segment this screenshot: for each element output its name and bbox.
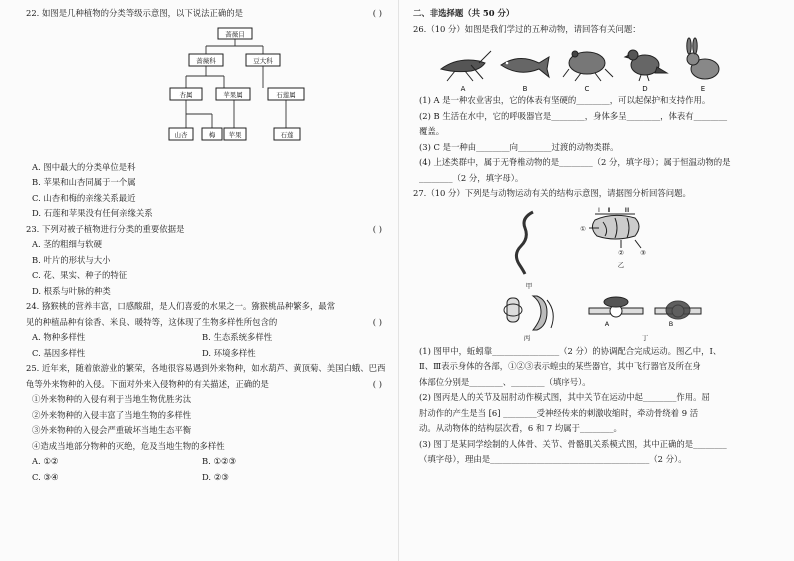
- q25-stem-line-1: 25. 近年来，随着旅游业的繁荣，各地很容易遇到外来物种，如水葫芦、黄顶菊、美国白蛾、巴西: [26, 363, 386, 373]
- q27-part-2-cont-1[interactable]: 肘动作的产生是当 [6] ________受神经传来的刺激收缩时，牵动骨绕着 9 活: [419, 407, 699, 418]
- svg-text:丁: 丁: [641, 333, 649, 342]
- q23-option-a[interactable]: A. 茎的粗细与软硬: [32, 239, 102, 249]
- svg-text:甲: 甲: [525, 281, 533, 290]
- pigeon-icon: [625, 50, 667, 81]
- section-heading: 二、非选择题（共 50 分）: [413, 8, 515, 18]
- joint-arm-icon: [504, 296, 553, 330]
- q24-option-a[interactable]: A. 物种多样性: [32, 332, 86, 342]
- q24-options-row-1: [26, 330, 386, 346]
- q22-option-d[interactable]: D. 石莲和苹果没有任何亲缘关系: [32, 208, 153, 218]
- animal-label-e: E: [700, 85, 706, 93]
- q23-option-b[interactable]: B. 叶片的形状与大小: [32, 254, 111, 265]
- q25-statement-4: ④造成当地部分物种的灭绝，危及当地生物的多样性: [32, 440, 225, 451]
- animal-label-d: D: [642, 85, 648, 93]
- right-column: [413, 6, 775, 468]
- fish-icon: [501, 57, 549, 77]
- svg-text:豆大科: 豆大科: [253, 56, 273, 65]
- q26-part-2[interactable]: (2) B 生活在水中，它的呼吸器官是________，身体多呈________，体表有________: [419, 110, 728, 121]
- q25-option-c[interactable]: C. ③④: [32, 471, 59, 482]
- earthworm-icon: [516, 212, 533, 274]
- q26-part-2-cont: 覆盖。: [419, 126, 445, 136]
- animal-label-c: C: [584, 85, 590, 93]
- svg-text:丙: 丙: [523, 333, 531, 342]
- q26-animal-figures: [435, 39, 735, 93]
- bone-muscle-model-a-icon: [589, 297, 643, 317]
- q25-statement-3: ③外来物种的入侵会严重破坏当地生态平衡: [32, 425, 192, 435]
- q27-part-1[interactable]: (1) 图甲中，蚯蚓靠________________（2 分）的协调配合完成运动。图乙中，Ⅰ、: [419, 345, 722, 356]
- q25-options-row-1: [26, 454, 386, 470]
- q22-stem: 22. 如图是几种植物的分类等级示意图，以下说法正确的是 ( ): [26, 6, 386, 22]
- q27-part-1-cont-2[interactable]: 体部位分别是________、________（填序号）。: [419, 376, 591, 387]
- svg-text:Ⅲ: Ⅲ: [624, 205, 630, 214]
- grasshopper-structure-icon: [589, 214, 641, 248]
- q26-part-4-cont[interactable]: ________（2 分，填字母）。: [419, 172, 524, 183]
- q26-stem: 26.（10 分）如图是我们学过的五种动物，请回答有关问题：: [413, 23, 641, 34]
- svg-text:A: A: [604, 319, 610, 328]
- q27-motion-figures: [503, 204, 703, 344]
- svg-text:①: ①: [580, 224, 586, 233]
- q25-statement-1: ①外来物种的入侵有利于当地生物优胜劣汰: [32, 394, 192, 404]
- svg-text:梅: 梅: [208, 130, 216, 139]
- q23-stem: 23. 下列对被子植物进行分类的重要依据是 ( ): [26, 222, 386, 238]
- svg-text:石莲属: 石莲属: [276, 90, 296, 99]
- q27-part-1-cont-1: Ⅱ、Ⅲ表示身体的各部，①②③表示蝗虫的某些器官，其中飞行器官及所在身: [419, 361, 701, 371]
- q25-option-d[interactable]: D. ②③: [202, 471, 229, 482]
- q24-stem-line-2: 见的种植品种有徐香、米良、暖特等，这体现了生物多样性所包含的 ( ): [26, 315, 386, 331]
- q23-option-d[interactable]: D. 根系与叶脉的种类: [32, 285, 111, 296]
- q24-answer-bracket[interactable]: ( ): [372, 316, 382, 327]
- q25-option-a[interactable]: A. ①②: [32, 456, 59, 466]
- q25-options-row-2: [26, 470, 386, 486]
- svg-text:石莲: 石莲: [280, 130, 294, 139]
- q24-stem-line-1: 24. 猕猴桃的营养丰富，口感酸甜，是人们喜爱的水果之一。猕猴桃品种繁多，最常: [26, 301, 336, 311]
- q23-option-c[interactable]: C. 花、果实、种子的特征: [32, 270, 128, 280]
- q25-answer-bracket[interactable]: ( ): [372, 378, 382, 389]
- svg-text:B: B: [668, 319, 674, 328]
- q23-answer-bracket[interactable]: ( ): [372, 223, 382, 234]
- q27-stem: 27.（10 分）下列是与动物运动有关的结构示意图，请据图分析回答问题。: [413, 188, 691, 198]
- q27-part-3-cont[interactable]: （填字母），理由是______________________________________（2 分）。: [419, 454, 687, 464]
- svg-text:苹果属: 苹果属: [223, 90, 243, 99]
- q24-options-row-2: [26, 346, 386, 362]
- q22-classification-tree: [176, 24, 306, 156]
- animal-label-b: B: [522, 85, 528, 93]
- q24-option-d[interactable]: D. 环境多样性: [202, 347, 256, 358]
- animal-label-a: A: [460, 85, 466, 93]
- q22-option-c[interactable]: C. 山杏和梅的亲缘关系最近: [32, 192, 136, 203]
- svg-text:苹果: 苹果: [228, 130, 242, 139]
- q25-stem-line-2: 龟等外来物种的入侵。下面对外来入侵物种的有关描述，正确的是 ( ): [26, 377, 386, 393]
- q24-option-c[interactable]: C. 基因多样性: [32, 347, 86, 358]
- locust-icon: [441, 51, 491, 81]
- rabbit-icon: [687, 38, 719, 79]
- q22-option-a[interactable]: A. 图中最大的分类单位是科: [32, 161, 136, 172]
- bone-muscle-model-b-icon: [655, 301, 701, 319]
- svg-text:山杏: 山杏: [174, 130, 188, 139]
- q27-part-3[interactable]: (3) 图丁是某同学绘制的人体骨、关节、骨骼肌关系模式图，其中正确的是________: [419, 438, 727, 449]
- svg-text:蔷薇科: 蔷薇科: [196, 56, 216, 65]
- svg-text:②: ②: [618, 248, 624, 257]
- svg-text:Ⅱ: Ⅱ: [607, 205, 611, 214]
- svg-text:杏属: 杏属: [179, 90, 193, 99]
- q24-option-b[interactable]: B. 生态系统多样性: [202, 332, 273, 342]
- page-fold-divider: [398, 0, 399, 561]
- q26-part-1[interactable]: (1) A 是一种农业害虫，它的体表有坚硬的________，可以起保护和支持作用。: [419, 95, 711, 105]
- svg-text:Ⅰ: Ⅰ: [598, 205, 600, 214]
- svg-text:蔷薇目: 蔷薇目: [225, 30, 245, 38]
- q22-option-b[interactable]: B. 苹果和山杏同属于一个属: [32, 177, 136, 187]
- svg-text:③: ③: [640, 248, 646, 257]
- q22-answer-bracket[interactable]: ( ): [372, 8, 382, 18]
- q25-statement-2: ②外来物种的入侵丰富了当地生物的多样性: [32, 409, 192, 420]
- q27-part-2[interactable]: (2) 图丙是人的关节及屈肘动作模式图，其中关节在运动中起________作用。屈: [419, 392, 710, 402]
- q25-option-b[interactable]: B. ①②③: [202, 456, 237, 466]
- q26-part-3[interactable]: (3) C 是一种由________向________过渡的动物类群。: [419, 141, 619, 152]
- svg-text:乙: 乙: [617, 260, 625, 269]
- q27-part-2-cont-2[interactable]: 动。从动物体的结构层次看，6 和 7 均属于________。: [419, 423, 622, 433]
- q26-part-4[interactable]: (4) 上述类群中，属于无脊椎动物的是________（2 分，填字母）；属于恒温动物的是: [419, 157, 731, 167]
- frog-icon: [563, 51, 613, 81]
- left-column: [26, 6, 386, 485]
